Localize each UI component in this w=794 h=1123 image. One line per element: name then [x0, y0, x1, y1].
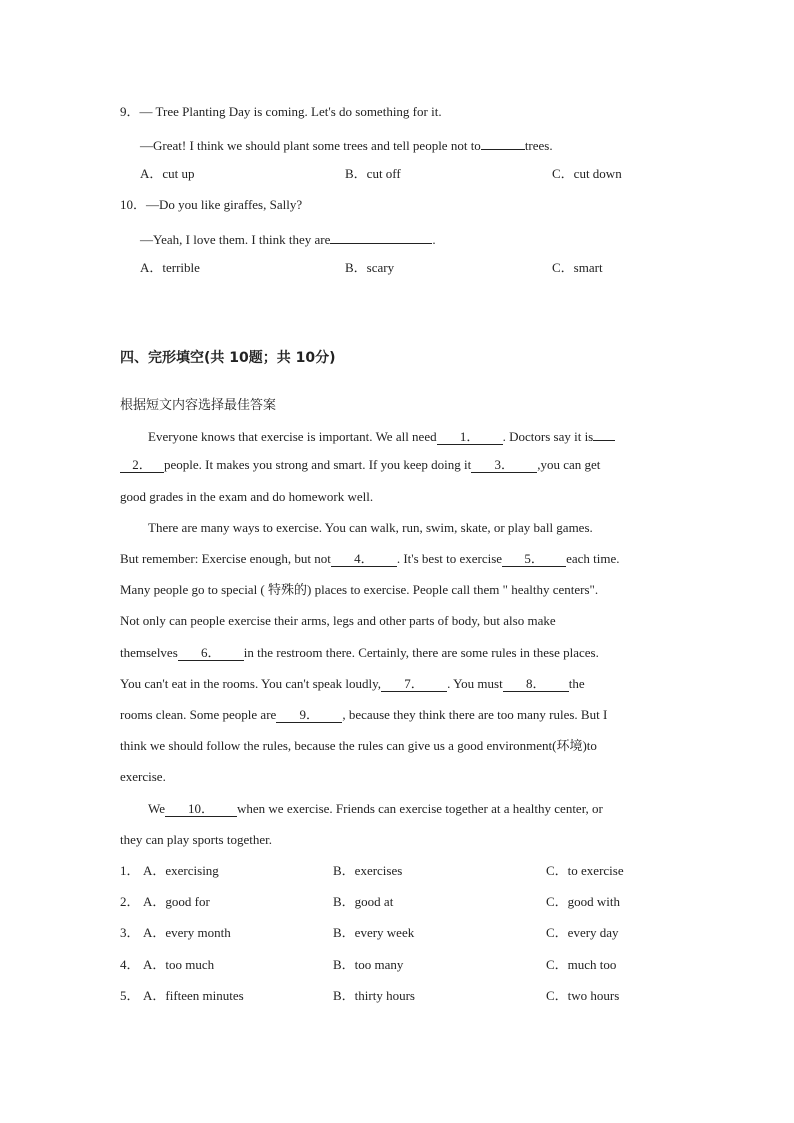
q9-line2 — [140, 135, 553, 154]
passage-line-8 — [120, 645, 599, 661]
q10-option-b[interactable]: B．scary — [345, 260, 395, 275]
q10-option-a[interactable]: A．terrible — [140, 260, 200, 275]
section-instruction: 根据短文内容选择最佳答案 — [120, 398, 277, 413]
passage-text: . Doctors say it is — [502, 429, 594, 444]
answer-3-number: 3． — [120, 925, 140, 940]
q9-option-b[interactable]: B．cut off — [345, 166, 401, 181]
passage-line-9 — [120, 676, 585, 692]
answer-1-option-b[interactable]: B．exercises — [333, 863, 403, 878]
q9-reply-end: trees. — [524, 138, 553, 153]
answer-4-number: 4． — [120, 957, 140, 972]
blank-1[interactable]: 1． — [437, 430, 503, 445]
passage-text: each time. — [566, 551, 620, 566]
passage-text: the — [568, 676, 585, 691]
passage-line-1 — [148, 426, 615, 445]
q9-blank[interactable] — [481, 135, 525, 150]
passage-text: . You must — [447, 676, 503, 691]
passage-line-4: There are many ways to exercise. You can walk, run, swim, skate, or play ball games. — [148, 520, 593, 535]
q9-prompt: — Tree Planting Day is coming. Let's do something for it. — [139, 104, 442, 119]
answer-4-option-c[interactable]: C．much too — [546, 957, 617, 972]
passage-line-14: they can play sports together. — [120, 832, 272, 847]
answer-2-option-a[interactable]: A．good for — [143, 894, 210, 909]
section-title: 四、完形填空(共 10题；共 10分) — [120, 350, 336, 366]
passage-line-6: Many people go to special ( 特殊的) places to exercise. People call them " healthy centers". — [120, 582, 599, 597]
blank-2[interactable]: 2． — [120, 458, 164, 473]
answer-1-option-a[interactable]: A．exercising — [143, 863, 219, 878]
passage-text: Everyone knows that exercise is important. We all need — [148, 429, 437, 444]
blank-8[interactable]: 8． — [503, 677, 569, 692]
q9-option-c[interactable]: C．cut down — [552, 166, 622, 181]
answer-3-option-a[interactable]: A．every month — [143, 925, 231, 940]
passage-line-2 — [120, 457, 600, 473]
q10-line1 — [120, 197, 302, 213]
answer-3-option-c[interactable]: C．every day — [546, 925, 619, 940]
passage-line-11: think we should follow the rules, because the rules can give us a good environment(环境)to — [120, 738, 597, 753]
blank-9[interactable]: 9． — [276, 708, 342, 723]
q10-option-c[interactable]: C．smart — [552, 260, 603, 275]
answer-2-option-c[interactable]: C．good with — [546, 894, 621, 909]
answer-3-option-b[interactable]: B．every week — [333, 925, 415, 940]
q10-line2 — [140, 229, 436, 248]
blank-3[interactable]: 3． — [471, 458, 537, 473]
q9-line1 — [120, 104, 442, 120]
answer-1-number: 1． — [120, 863, 140, 878]
blank-2-start[interactable] — [593, 426, 615, 441]
answer-5-option-b[interactable]: B．thirty hours — [333, 988, 415, 1003]
answer-5-option-c[interactable]: C．two hours — [546, 988, 620, 1003]
q10-reply-end: . — [432, 232, 436, 247]
passage-line-10 — [120, 707, 607, 723]
q10-blank[interactable] — [330, 229, 432, 244]
q9-reply: —Great! I think we should plant some trees and tell people not to — [140, 138, 481, 153]
answer-1-option-c[interactable]: C．to exercise — [546, 863, 624, 878]
passage-text: But remember: Exercise enough, but not — [120, 551, 331, 566]
passage-line-13 — [148, 801, 603, 817]
passage-text: rooms clean. Some people are — [120, 707, 277, 722]
q9-option-a[interactable]: A．cut up — [140, 166, 195, 181]
passage-line-12: exercise. — [120, 769, 166, 784]
answer-4-option-b[interactable]: B．too many — [333, 957, 404, 972]
passage-text: , because they think there are too many rules. But I — [342, 707, 608, 722]
passage-line-5 — [120, 551, 620, 567]
passage-text: We — [148, 801, 165, 816]
passage-line-7: Not only can people exercise their arms, legs and other parts of body, but also make — [120, 613, 556, 628]
passage-text: people. It makes you strong and smart. If you keep doing it — [164, 457, 472, 472]
passage-text: in the restroom there. Certainly, there are some rules in these places. — [243, 645, 599, 660]
q10-number: 10． — [120, 197, 147, 212]
passage-text: . It's best to exercise — [396, 551, 503, 566]
blank-10[interactable]: 10． — [165, 802, 237, 817]
answer-5-number: 5． — [120, 988, 140, 1003]
blank-5[interactable]: 5． — [502, 552, 566, 567]
blank-7[interactable]: 7． — [381, 677, 447, 692]
passage-text: ,you can get — [537, 457, 601, 472]
passage-text: You can't eat in the rooms. You can't speak loudly, — [120, 676, 382, 691]
q9-number: 9． — [120, 104, 140, 119]
answer-2-option-b[interactable]: B．good at — [333, 894, 394, 909]
blank-6[interactable]: 6． — [178, 646, 244, 661]
answer-2-number: 2． — [120, 894, 140, 909]
q10-prompt: —Do you like giraffes, Sally? — [146, 197, 303, 212]
q10-reply: —Yeah, I love them. I think they are — [140, 232, 331, 247]
passage-text: themselves — [120, 645, 178, 660]
passage-line-3: good grades in the exam and do homework well. — [120, 489, 374, 504]
answer-4-option-a[interactable]: A．too much — [143, 957, 215, 972]
passage-text: when we exercise. Friends can exercise together at a healthy center, or — [237, 801, 603, 816]
answer-5-option-a[interactable]: A．fifteen minutes — [143, 988, 244, 1003]
blank-4[interactable]: 4． — [331, 552, 397, 567]
